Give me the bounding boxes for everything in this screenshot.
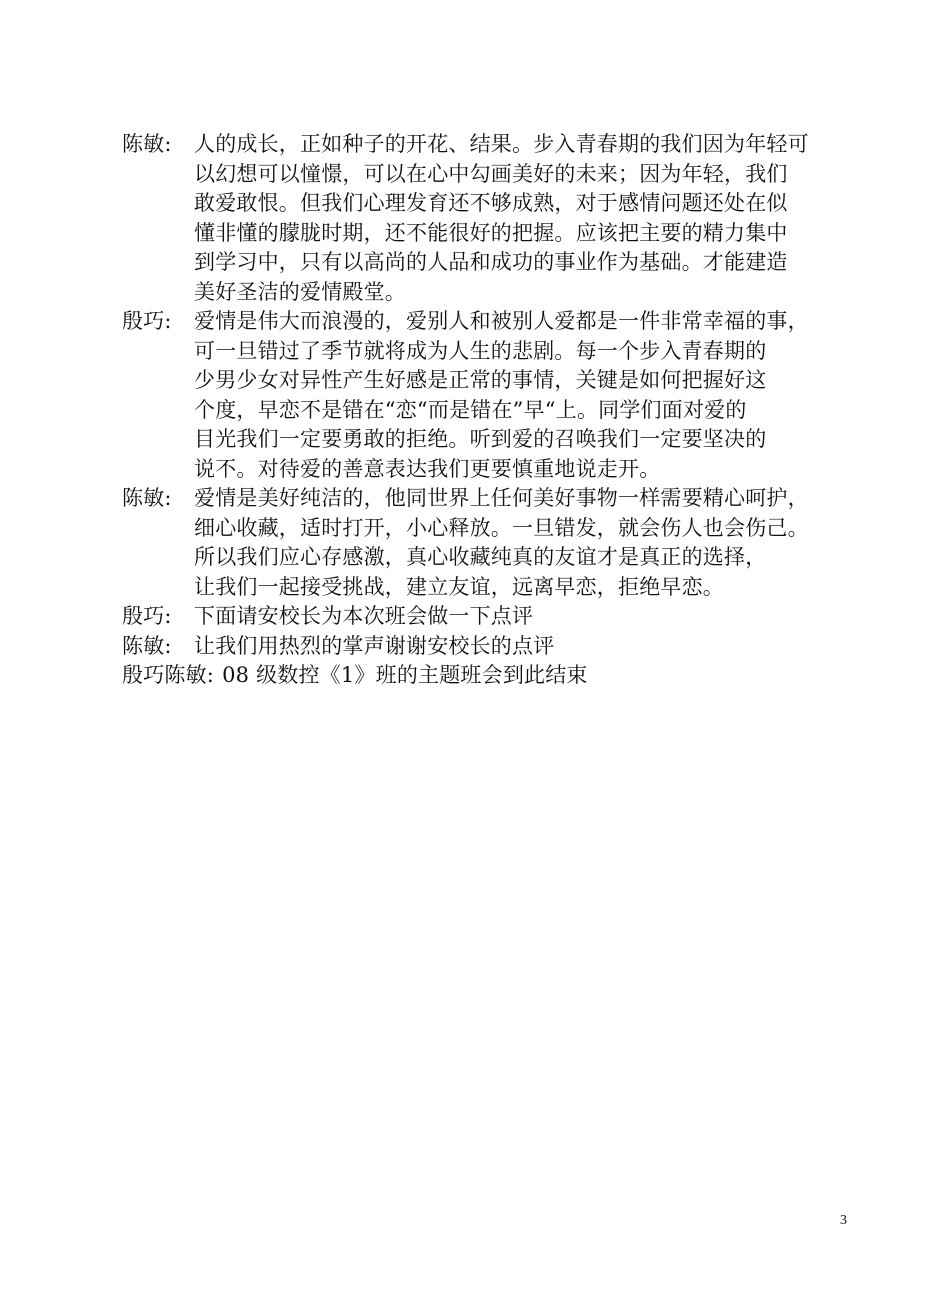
dialogue-entry [122, 661, 862, 691]
text-line: 爱情是美好纯洁的，他同世界上任何美好事物一样需要精心呵护， [194, 486, 809, 510]
speaker-label: 殷巧陈敏: [122, 663, 215, 687]
dialogue-entry [122, 632, 862, 662]
speaker-label: 陈敏: [122, 132, 172, 156]
speech-text [194, 602, 862, 632]
dialogue-entry [122, 484, 862, 602]
text-line: 下面请安校长为本次班会做一下点评 [194, 604, 534, 628]
speech-text [194, 632, 862, 662]
text-line: 敢爱敢恨。但我们心理发育还不够成熟，对于感情问题还处在似 [194, 191, 788, 215]
speaker-label: 陈敏: [122, 633, 172, 658]
text-line: 到学习中，只有以高尚的人品和成功的事业作为基础。才能建造 [194, 250, 788, 274]
dialogue-entry [122, 307, 862, 484]
speaker-label: 殷巧: [122, 309, 172, 333]
text-line: 让我们一起接受挑战，建立友谊，远离早恋，拒绝早恋。 [194, 574, 724, 599]
page-number: 3 [840, 1213, 847, 1228]
text-line: 说不。对待爱的善意表达我们更要慎重地说走开。 [194, 456, 661, 481]
text-line: 少男少女对异性产生好感是正常的事情，关键是如何把握好这 [194, 368, 767, 392]
speech-text [222, 661, 862, 691]
dialogue-body [122, 130, 862, 691]
speech-text [194, 130, 862, 307]
dialogue-entry [122, 130, 862, 307]
speech-text [194, 307, 862, 484]
text-line: 可一旦错过了季节就将成为人生的悲剧。每一个步入青春期的 [194, 338, 767, 363]
text-line: 所以我们应心存感激，真心收藏纯真的友谊才是真正的选择， [194, 545, 767, 569]
text-line: 以幻想可以憧憬，可以在心中勾画美好的未来；因为年轻，我们 [194, 161, 788, 186]
text-line: 个度，早恋不是错在“恋“而是错在”早“上。同学们面对爱的 [194, 397, 747, 422]
dialogue-entry [122, 602, 862, 632]
text-line: 让我们用热烈的掌声谢谢安校长的点评 [194, 633, 555, 658]
speaker-label: 陈敏: [122, 486, 172, 510]
text-line: 08 级数控《1》班的主题班会到此结束 [222, 663, 588, 687]
text-line: 美好圣洁的爱情殿堂。 [194, 279, 406, 304]
text-line: 爱情是伟大而浪漫的，爱别人和被别人爱都是一件非常幸福的事， [194, 309, 809, 333]
text-line: 人的成长，正如种子的开花、结果。步入青春期的我们因为年轻可 [194, 132, 809, 156]
speech-text [194, 484, 862, 602]
speaker-label: 殷巧: [122, 604, 172, 628]
text-line: 细心收藏，适时打开，小心释放。一旦错发，就会伤人也会伤己。 [194, 515, 809, 540]
text-line: 目光我们一定要勇敢的拒绝。听到爱的召唤我们一定要坚决的 [194, 427, 767, 451]
text-line: 懂非懂的朦胧时期，还不能很好的把握。应该把主要的精力集中 [194, 220, 788, 245]
